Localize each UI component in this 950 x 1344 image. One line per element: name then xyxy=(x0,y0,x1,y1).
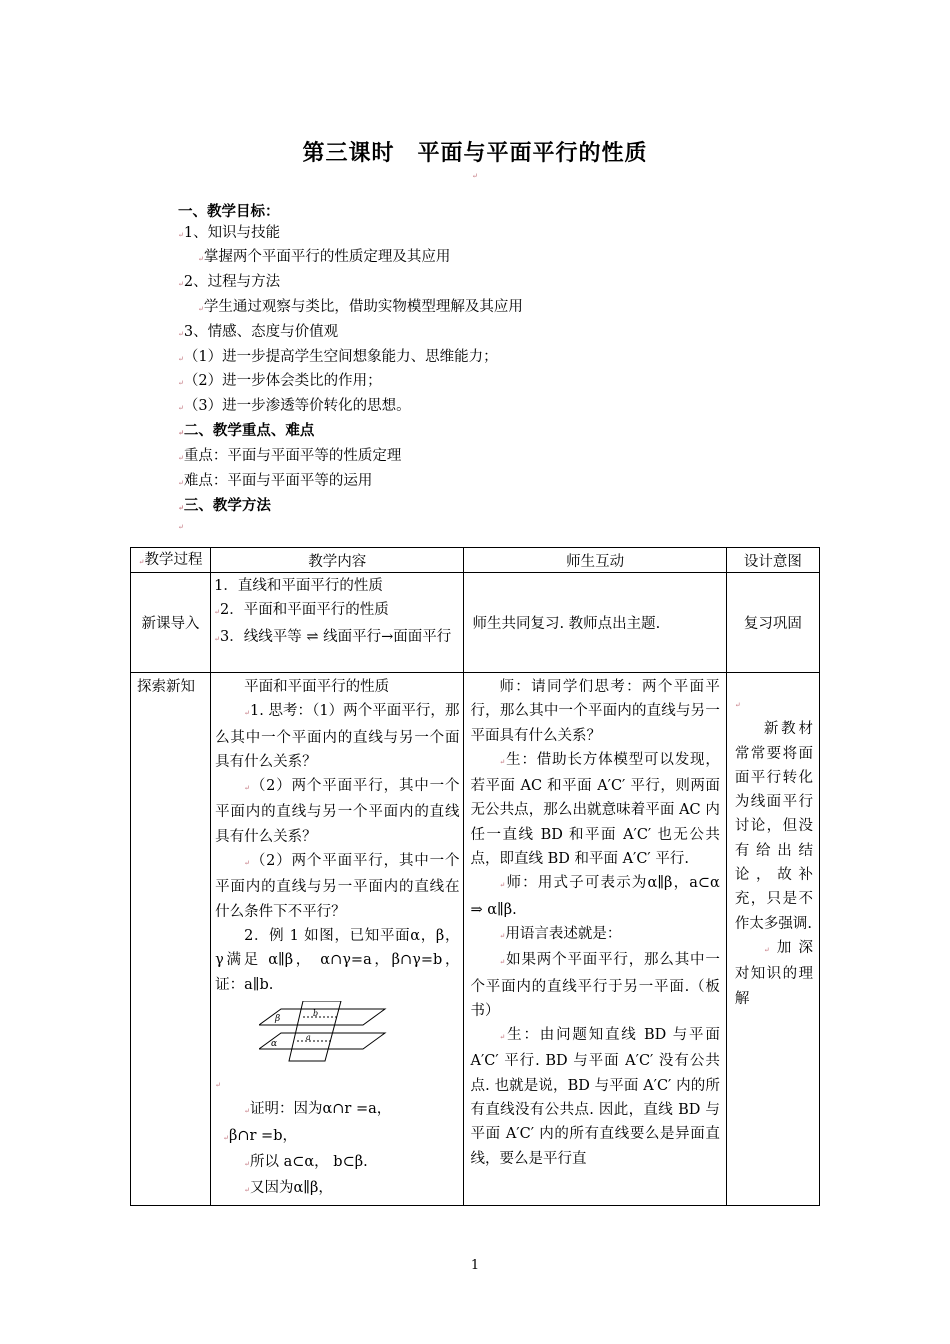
row1-interaction: 师生共同复习. 教师点出主题. xyxy=(464,573,726,673)
list-item: 1．直线和平面平行的性质 xyxy=(214,578,383,594)
line-b-label: b xyxy=(313,1008,319,1018)
beta-label: β xyxy=(275,1013,281,1024)
paragraph-mark-icon: ↵ xyxy=(499,881,506,890)
row2-interaction xyxy=(464,673,726,1206)
row1-stage: 新课导入 xyxy=(131,573,211,673)
list-item: ↵3．线线平等 ⇌ 线面平行→面面平行 xyxy=(214,628,452,645)
paragraph-mark-icon: ↵ xyxy=(178,404,184,412)
interaction-i6: ↵生：由问题知直线 BD 与平面 A′C′ 平行. BD 与平面 A′C′ 没有公共点. 也就是说，BD 与平面 A′C′ 内的所有直线没有公共点. 因此，直线 BD 与平面 A′C′ 内的所有直线要么是异面直线，要么是平行直 xyxy=(470,1027,720,1167)
paragraph-mark-icon: ↵ xyxy=(178,428,184,437)
paragraph-mark-icon: ↵ xyxy=(178,379,184,387)
goal-attitude-2: ↵（2）进一步体会类比的作用； xyxy=(178,373,382,389)
table-header-row xyxy=(131,548,820,573)
intent-t2: ↵加深对知识的理解 xyxy=(734,939,813,1007)
header-content: 教学内容 xyxy=(211,548,464,573)
goal-knowledge: ↵1、知识与技能 xyxy=(178,225,281,241)
paragraph-mark-icon: ↵ xyxy=(244,1160,250,1169)
goal-process-text: ↵学生通过观察与类比，借助实物模型理解及其应用 xyxy=(198,299,523,315)
paragraph-mark-icon: ↵ xyxy=(215,1081,221,1090)
paragraph-mark-icon: ↵ xyxy=(223,1133,229,1142)
goal-attitude-3: ↵（3）进一步渗透等价转化的思想。 xyxy=(178,398,411,414)
paragraph-mark-icon: ↵ xyxy=(472,172,478,180)
interaction-i4: ↵用语言表述就是： xyxy=(499,925,622,942)
interaction-i1: 师：请同学们思考：两个平面平行，那么其中一个平面内的直线与另一平面具有什么关系？ xyxy=(470,679,720,744)
page-number: 1 xyxy=(470,1258,480,1273)
content-p0: 平面和平面平行的性质 xyxy=(244,679,390,695)
content-p6: ↵β∩r =b， xyxy=(223,1127,297,1144)
paragraph-mark-icon: ↵ xyxy=(198,305,204,313)
goal-process: ↵2、过程与方法 xyxy=(178,274,281,290)
content-p2: ↵（2）两个平面平行，其中一个平面内的直线与另一个平面内的直线具有什么关系？ xyxy=(215,778,460,845)
paragraph-mark-icon: ↵ xyxy=(178,454,184,462)
lesson-table xyxy=(130,547,820,1206)
content-p1: ↵1. 思考：（1）两个平面平行，那么其中一个平面内的直线与另一个面具有什么关系？ xyxy=(215,703,460,770)
row2-content xyxy=(211,673,464,1206)
header-interaction: 师生互动 xyxy=(464,548,726,573)
intersecting-planes-diagram xyxy=(259,1001,389,1063)
table-row xyxy=(131,573,820,673)
content-p4: 2．例 1 如图，已知平面α，β， γ满足 α∥β， α∩γ=a，β∩γ=b，证：a∥b. xyxy=(215,927,460,993)
intent-t1: 新教材常常要将面面平行转化为线面平行讨论，但没有给出结论，故补充，只是不作太多强调. xyxy=(734,721,813,932)
alpha-label: α xyxy=(271,1038,278,1049)
paragraph-mark-icon: ↵ xyxy=(178,355,184,363)
row1-content xyxy=(211,573,464,673)
goal-attitude-1: ↵（1）进一步提高学生空间想象能力、思维能力； xyxy=(178,349,498,365)
line-a-label: a xyxy=(306,1032,311,1042)
paragraph-mark-icon: ↵ xyxy=(178,523,184,531)
paragraph-mark-icon: ↵ xyxy=(138,558,145,566)
paragraph-mark-icon: ↵ xyxy=(499,931,506,940)
paragraph-mark-icon: ↵ xyxy=(763,945,770,954)
paragraph-mark-icon: ↵ xyxy=(734,701,741,709)
paragraph-mark-icon: ↵ xyxy=(178,479,184,487)
key-heading: ↵二、教学重点、难点 xyxy=(178,422,315,439)
paragraph-mark-icon: ↵ xyxy=(244,859,250,868)
content-p8: ↵又因为α∥β， xyxy=(244,1180,333,1197)
table-row xyxy=(131,673,820,1206)
row2-stage: 探索新知 xyxy=(131,673,211,1206)
paragraph-mark-icon: ↵ xyxy=(214,608,220,617)
difficulty: ↵难点：平面与平面平等的运用 xyxy=(178,473,373,489)
header-intent: 设计意图 xyxy=(726,548,819,573)
goals-heading: 一、教学目标： xyxy=(178,203,280,220)
paragraph-mark-icon: ↵ xyxy=(244,1107,250,1116)
row1-intent: 复习巩固 xyxy=(726,573,819,673)
goal-attitude: ↵3、情感、态度与价值观 xyxy=(178,324,339,340)
key-point: ↵重点：平面与平面平等的性质定理 xyxy=(178,448,402,464)
interaction-i5: ↵如果两个平面平行，那么其中一个平面内的直线平行于另一平面.（板书） xyxy=(470,952,720,1019)
goal-knowledge-text: ↵掌握两个平面平行的性质定理及其应用 xyxy=(198,249,451,265)
content-p5: ↵证明：因为α∩r =a， xyxy=(244,1101,392,1118)
content-p3: ↵（2）两个平面平行，其中一个平面内的直线与另一平面内的直线在什么条件下不平行？ xyxy=(215,853,460,920)
paragraph-mark-icon: ↵ xyxy=(178,280,184,288)
header-stage: ↵教学过程 xyxy=(131,548,211,573)
paragraph-mark-icon: ↵ xyxy=(244,709,250,718)
paragraph-mark-icon: ↵ xyxy=(178,503,184,512)
method-heading: ↵三、教学方法 xyxy=(178,497,271,514)
paragraph-mark-icon: ↵ xyxy=(214,634,220,643)
paragraph-mark-icon: ↵ xyxy=(499,958,506,967)
paragraph-mark-icon: ↵ xyxy=(244,784,250,793)
page-title: 第三课时 平面与平面平行的性质 xyxy=(302,141,648,166)
paragraph-mark-icon: ↵ xyxy=(178,330,184,338)
interaction-i3: ↵师：用式子可表示为α∥β，a⊂α ⇒ α∥β. xyxy=(470,875,720,918)
row2-intent xyxy=(726,673,819,1206)
paragraph-mark-icon: ↵ xyxy=(178,231,184,239)
planes-figure xyxy=(259,1001,459,1071)
interaction-i2: ↵生：借助长方体模型可以发现，若平面 AC 和平面 A′C′ 平行，则两面无公共点，那么出就意味着平面 AC 内任一直线 BD 和平面 A′C′ 也无公共点，即直线 BD 和平面 A′C′ 平行. xyxy=(470,751,720,868)
paragraph-mark-icon: ↵ xyxy=(499,757,506,766)
empty-paragraph xyxy=(178,515,184,537)
paragraph-mark-icon: ↵ xyxy=(198,255,204,263)
paragraph-mark-icon: ↵ xyxy=(244,1186,250,1195)
list-item: ↵2．平面和平面平行的性质 xyxy=(214,602,389,619)
content-p7: ↵所以 a⊂α， b⊂β. xyxy=(244,1154,368,1171)
paragraph-mark-icon: ↵ xyxy=(499,1033,506,1042)
